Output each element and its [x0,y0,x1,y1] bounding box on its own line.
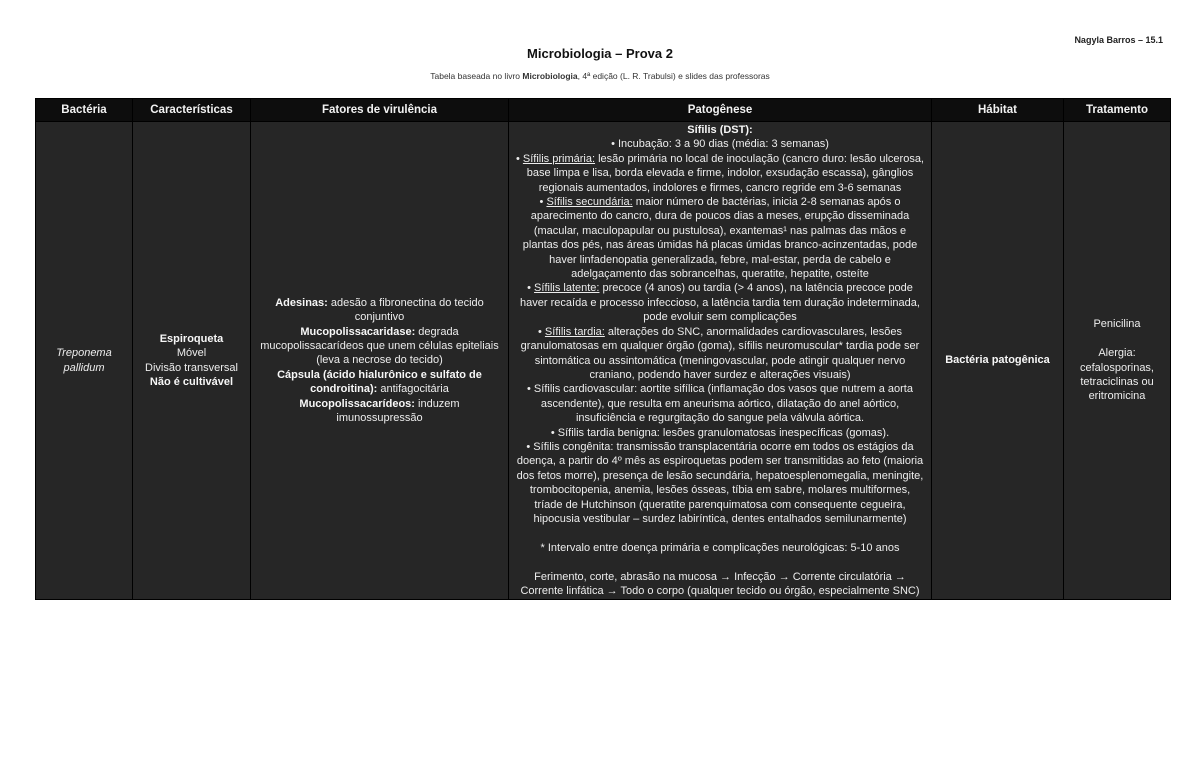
pat-secundaria-label: Sífilis secundária: [546,196,633,209]
bacteria-species: pallidum [63,361,105,374]
col-header-virulencia: Fatores de virulência [251,99,509,122]
pat-tardia-label: Sífilis tardia: [544,325,605,338]
cell-bacteria [36,122,133,600]
trat-principal: Penicilina [1093,318,1141,331]
pat-path: Ferimento, corte, abrasão na mucosa → Infecção → Corrente circulatória → Corrente linfática → Todo o corpo (qualquer tecido ou órgão, especialmente SNC) [520,570,920,597]
pat-incubacao: • Incubação: 3 a 90 dias (média: 3 semanas) [611,138,829,151]
char-divisao: Divisão transversal [145,361,238,374]
col-header-patogenese: Patogênese [509,99,932,122]
pat-cardiovascular: • Sífilis cardiovascular: aortite sifílica (inflamação dos vasos que nutrem a aorta ascendente), que resulta em aneurisma aórtico, dilatação do anel aórtico, insuficiência e regurgitação do sangue pela válvula aórtica. [527,383,913,425]
col-header-tratamento: Tratamento [1064,99,1171,122]
vir-capsula-text: antifagocitária [377,383,449,396]
vir-capsula-label: Cápsula (ácido hialurônico e sulfato de condroitina): [277,368,482,396]
pat-primaria-text: lesão primária no local de inoculação (cancro duro: lesão ulcerosa, base limpa e lisa, borda elevada e firme, indolor, exsudação escassa), gânglios regionais aumentados, indolores e firmes, cancro regride em 3-6 semanas [526,152,924,194]
vir-adesinas-text: adesão a fibronectina do tecido conjuntivo [327,296,484,324]
pat-congenita: • Sífilis congênita: transmissão transplacentária ocorre em todos os estágios da doença, a partir do 4º mês as espiroquetas podem ser transmitidas ao feto (maioria dos fetos morre), presença de lesão secundária, hepatoesplenomegalia, meningite, trombocitopenia, anemia, lesões ósseas, tíbia em sabre, molares multiformes, tríade de Hutchinson (queratite parenquimatosa com consequente cegueira, hipocusia vestibular – surdez labiríntica, dentes entalhados semilunarmente) [516,440,924,525]
subtitle-book: Microbiologia [522,71,578,81]
table-row [36,122,1171,600]
col-header-habitat: Hábitat [932,99,1064,122]
subtitle-suffix: , 4ª edição (L. R. Trabulsi) e slides das professoras [577,71,770,81]
cell-tratamento [1064,122,1171,600]
cell-patogenese [509,122,932,600]
vir-capsula [255,368,504,397]
char-espiroqueta: Espiroqueta [159,332,224,345]
trat-alergia: Alergia: [1098,347,1136,360]
document-subtitle [0,71,1200,81]
pat-latente-label: Sífilis latente: [534,282,600,295]
vir-mucoid-text: induzem imunossupressão [336,397,460,425]
pat-tardia: • Sífilis tardia: alterações do SNC, anormalidades cardiovasculares, lesões granulomatosas em qualquer órgão (goma), sífilis neuromuscular* tardia pode ser sintomática ou assintomática (meningovascular, pode atingir qualquer nervo craniano, podendo haver surdez e alterações visuais) [520,325,920,381]
bacteria-genus: Treponema [56,347,112,360]
pat-tardia-text: alterações do SNC, anormalidades cardiovasculares, lesões granulomatosas em qualquer órgão (goma), sífilis neuromuscular* tardia pode ser sintomática ou assintomática (meningovascular, pode atingir qualquer nervo craniano, podendo haver surdez e alterações visuais) [520,325,920,381]
vir-mucopoli-text: degrada mucopolissacarídeos que unem células epiteliais (leva a necrose do tecido) [260,325,499,367]
vir-adesinas-label: Adesinas: [275,296,328,309]
bacteria-table [35,98,1171,600]
cell-virulencia [251,122,509,600]
table-header-row [36,99,1171,122]
subtitle-prefix: Tabela baseada no livro [430,71,523,81]
pat-secundaria: • Sífilis secundária: maior número de bactérias, inicia 2-8 semanas após o aparecimento do cancro, dura de poucos dias a meses, erupção disseminada (macular, maculopapular ou pustulosa), exantemas¹ nas palmas das mãos e plantas dos pés, nas áreas úmidas há placas úmidas branco-acinzentadas, pode haver linfadenopatia generalizada, febre, mal-estar, perda de cabelo e adelgaçamento das sobrancelhas, queratite, hepatite, osteíte [522,196,918,281]
vir-mucoid-label: Mucopolissacarídeos: [299,397,415,410]
pat-latente: • Sífilis latente: precoce (4 anos) ou tardia (> 4 anos), na latência precoce pode haver recaída e processo infeccioso, a latência tardia tem duração indeterminada, pode evoluir sem complicações [520,282,920,324]
trat-alternativas: cefalosporinas, tetraciclinas ou eritromicina [1080,361,1154,403]
habitat-text: Bactéria patogênica [945,354,1050,367]
cell-habitat [932,122,1064,600]
pat-primaria: • Sífilis primária: lesão primária no local de inoculação (cancro duro: lesão ulcerosa, base limpa e lisa, borda elevada e firme, indolor, exsudação escassa), gânglios regionais aumentados, indolores e firmes, cancro regride em 3-6 semanas [515,152,924,194]
document-title: Microbiologia – Prova 2 [527,46,673,61]
char-movel: Móvel [176,347,207,360]
vir-mucopoli-label: Mucopolissacaridase: [300,325,416,338]
pat-latente-text: precoce (4 anos) ou tardia (> 4 anos), na latência precoce pode haver recaída e processo infeccioso, a latência tardia tem duração indeterminada, pode evoluir sem complicações [520,282,920,324]
pat-tardia-benigna: • Sífilis tardia benigna: lesões granulomatosas inespecíficas (gomas). [550,426,890,439]
pat-note: * Intervalo entre doença primária e complicações neurológicas: 5-10 anos [540,541,900,554]
vir-mucopolissacaridase [255,325,504,368]
pat-secundaria-text: maior número de bactérias, inicia 2-8 semanas após o aparecimento do cancro, dura de poucos dias a meses, erupção disseminada (macular, maculopapular ou pustulosa), exantemas¹ nas palmas das mãos e plantas dos pés, nas áreas úmidas há placas úmidas branco-acinzentadas, pode haver linfadenopatia generalizada, febre, mal-estar, perda de cabelo e adelgaçamento das sobrancelhas, queratite, hepatite, osteíte [522,196,918,281]
cell-caracteristicas [133,122,251,600]
col-header-bacteria: Bactéria [36,99,133,122]
vir-mucopolissacarideos [255,397,504,426]
author-label: Nagyla Barros – 15.1 [1074,35,1163,45]
pat-heading: Sífilis (DST): [687,124,753,136]
vir-adesinas [255,296,504,325]
pat-primaria-label: Sífilis primária: [522,152,596,165]
char-cultivavel: Não é cultivável [149,376,234,389]
col-header-caracteristicas: Características [133,99,251,122]
